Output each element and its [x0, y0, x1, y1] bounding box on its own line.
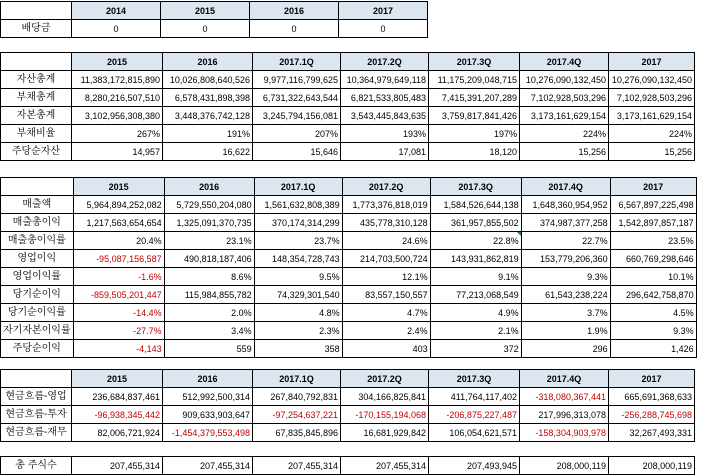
period-header[interactable]: 2017.1Q	[254, 178, 342, 196]
table-row	[1, 388, 695, 406]
balance-table	[0, 52, 695, 161]
cashflow-header-row	[1, 370, 695, 388]
data-cell[interactable]: 7,415,391,207,289	[429, 89, 520, 107]
period-header[interactable]: 2017.4Q	[520, 53, 609, 71]
dividend-year[interactable]: 2017	[339, 2, 428, 20]
data-cell[interactable]: 4.7%	[342, 304, 430, 322]
data-cell[interactable]: 82,006,721,924	[72, 424, 163, 442]
data-cell[interactable]: 7,102,928,503,296	[609, 89, 695, 107]
data-cell[interactable]: 1,542,897,857,187	[610, 214, 696, 232]
table-row	[1, 322, 697, 340]
data-cell[interactable]: 7,102,928,503,296	[520, 89, 609, 107]
data-cell[interactable]: 0	[72, 20, 161, 38]
data-cell[interactable]: -158,304,903,978	[520, 424, 609, 442]
data-cell[interactable]: -206,875,227,487	[429, 406, 520, 424]
data-cell[interactable]: -4,143	[73, 340, 164, 358]
data-cell[interactable]: -318,080,367,441	[520, 388, 609, 406]
data-cell[interactable]: 2.0%	[164, 304, 254, 322]
data-cell[interactable]: 435,778,310,128	[342, 214, 430, 232]
row-label[interactable]: 주당순이익	[1, 340, 74, 358]
data-cell[interactable]: 207,455,314	[253, 457, 341, 475]
data-cell[interactable]: 22.7%	[521, 232, 610, 250]
data-cell[interactable]: 24.6%	[342, 232, 430, 250]
data-cell[interactable]: 660,769,298,646	[610, 250, 696, 268]
data-cell[interactable]: 1,773,376,818,019	[342, 196, 430, 214]
data-cell[interactable]: 32,267,493,331	[609, 424, 695, 442]
row-label[interactable]: 주당순자산	[1, 143, 72, 161]
table-row	[1, 125, 695, 143]
corner-cell[interactable]	[1, 178, 74, 196]
data-cell[interactable]: 8,280,216,507,510	[72, 89, 163, 107]
table-row	[1, 268, 697, 286]
row-label[interactable]: 부채비율	[1, 125, 72, 143]
data-cell[interactable]: 16,681,929,842	[341, 424, 429, 442]
data-cell[interactable]: 22.8%	[430, 232, 521, 250]
period-header[interactable]: 2017.3Q	[430, 178, 521, 196]
row-label[interactable]: 자본총계	[1, 107, 72, 125]
data-cell[interactable]: 490,818,187,406	[164, 250, 254, 268]
row-label[interactable]: 자산총계	[1, 71, 72, 89]
data-cell[interactable]: 909,633,903,647	[163, 406, 253, 424]
data-cell[interactable]: 15,646	[253, 143, 341, 161]
row-label[interactable]: 매출액	[1, 196, 74, 214]
data-cell[interactable]: 3.7%	[521, 304, 610, 322]
data-cell[interactable]: 207,455,314	[72, 457, 163, 475]
table-row	[1, 340, 697, 358]
data-cell[interactable]: 3,173,161,629,154	[520, 107, 609, 125]
data-cell[interactable]: 193%	[341, 125, 429, 143]
period-header[interactable]: 2017	[610, 178, 696, 196]
data-cell[interactable]: 74,329,301,540	[254, 286, 342, 304]
period-header[interactable]: 2015	[72, 370, 163, 388]
period-header[interactable]: 2016	[164, 178, 254, 196]
table-row	[1, 214, 697, 232]
data-cell[interactable]: -1,454,379,553,498	[163, 424, 253, 442]
period-header[interactable]: 2015	[73, 178, 164, 196]
data-cell[interactable]: 9.5%	[254, 268, 342, 286]
dividend-row	[1, 20, 428, 38]
data-cell[interactable]: 267,840,792,831	[253, 388, 341, 406]
data-cell[interactable]: 10,364,979,649,118	[341, 71, 429, 89]
period-header[interactable]: 2017.1Q	[253, 370, 341, 388]
data-cell[interactable]: 403	[342, 340, 430, 358]
data-cell[interactable]: 374,987,377,258	[521, 214, 610, 232]
row-label[interactable]: 당기순이익	[1, 286, 74, 304]
table-row	[1, 406, 695, 424]
data-cell[interactable]: 10,276,090,132,450	[520, 71, 609, 89]
data-cell[interactable]: 9.3%	[521, 268, 610, 286]
table-row	[1, 250, 697, 268]
balance-header-row	[1, 53, 695, 71]
data-cell[interactable]: 0	[339, 20, 428, 38]
table-row	[1, 107, 695, 125]
table-row	[1, 196, 697, 214]
data-cell[interactable]: 18,120	[429, 143, 520, 161]
table-row	[1, 143, 695, 161]
data-cell[interactable]: -96,938,345,442	[72, 406, 163, 424]
table-row	[1, 89, 695, 107]
data-cell[interactable]: 207,455,314	[163, 457, 253, 475]
row-label[interactable]: 당기순이익률	[1, 304, 74, 322]
data-cell[interactable]: 1,584,526,644,138	[430, 196, 521, 214]
period-header[interactable]: 2017	[609, 53, 695, 71]
row-label[interactable]: 배당금	[1, 20, 72, 38]
data-cell[interactable]: 1,561,632,808,389	[254, 196, 342, 214]
period-header[interactable]: 2017.2Q	[341, 53, 429, 71]
data-cell[interactable]: -859,505,201,447	[73, 286, 164, 304]
data-cell[interactable]: 11,175,209,048,715	[429, 71, 520, 89]
corner-cell[interactable]	[1, 53, 72, 71]
period-header[interactable]: 2015	[72, 53, 163, 71]
table-row	[1, 286, 697, 304]
data-cell[interactable]: 361,957,855,502	[430, 214, 521, 232]
data-cell[interactable]: 17,081	[341, 143, 429, 161]
data-cell[interactable]: -95,087,156,587	[73, 250, 164, 268]
period-header[interactable]: 2017.3Q	[429, 370, 520, 388]
data-cell[interactable]: 15,256	[520, 143, 609, 161]
data-cell[interactable]: 1,426	[610, 340, 696, 358]
data-cell[interactable]: 9.1%	[430, 268, 521, 286]
data-cell[interactable]: 559	[164, 340, 254, 358]
period-header[interactable]: 2017	[609, 370, 695, 388]
dividend-year[interactable]: 2015	[161, 2, 250, 20]
table-row	[1, 71, 695, 89]
data-cell[interactable]: -27.7%	[73, 322, 164, 340]
data-cell[interactable]: 10,026,808,640,526	[163, 71, 253, 89]
shares-table	[0, 456, 695, 475]
period-header[interactable]: 2017.1Q	[253, 53, 341, 71]
data-cell[interactable]: 5,964,894,252,082	[73, 196, 164, 214]
income-table	[0, 177, 697, 358]
row-label[interactable]: 영업이익률	[1, 268, 74, 286]
data-cell[interactable]: 370,174,314,299	[254, 214, 342, 232]
data-cell[interactable]: 3,448,376,742,128	[163, 107, 253, 125]
row-label[interactable]: 총 주식수	[1, 457, 72, 475]
row-label[interactable]: 매출총이익률	[1, 232, 74, 250]
dividend-table	[0, 1, 428, 38]
data-cell[interactable]: 3,759,817,841,426	[429, 107, 520, 125]
data-cell[interactable]: 23.5%	[610, 232, 696, 250]
data-cell[interactable]: 236,684,837,461	[72, 388, 163, 406]
data-cell[interactable]: 10,276,090,132,450	[609, 71, 695, 89]
data-cell[interactable]: 372	[430, 340, 521, 358]
row-label[interactable]: 자기자본이익률	[1, 322, 74, 340]
data-cell[interactable]: 208,000,119	[609, 457, 695, 475]
period-header[interactable]: 2017.2Q	[342, 178, 430, 196]
data-cell[interactable]: 61,543,238,224	[521, 286, 610, 304]
row-label[interactable]: 현금흐름-영업	[1, 388, 72, 406]
period-header[interactable]: 2017.4Q	[521, 178, 610, 196]
data-cell[interactable]: 4.5%	[610, 304, 696, 322]
data-cell[interactable]: 20.4%	[73, 232, 164, 250]
row-label[interactable]: 현금흐름-투자	[1, 406, 72, 424]
data-cell[interactable]: 512,992,500,314	[163, 388, 253, 406]
corner-cell[interactable]	[1, 2, 72, 20]
data-cell[interactable]: 15,256	[609, 143, 695, 161]
data-cell[interactable]: 148,354,728,743	[254, 250, 342, 268]
data-cell[interactable]: 296	[521, 340, 610, 358]
data-cell[interactable]: 3,102,956,308,380	[72, 107, 163, 125]
period-header[interactable]: 2016	[163, 53, 253, 71]
dividend-year[interactable]: 2014	[72, 2, 161, 20]
data-cell[interactable]: 2.1%	[430, 322, 521, 340]
data-cell[interactable]: 3.4%	[164, 322, 254, 340]
data-cell[interactable]: 224%	[520, 125, 609, 143]
data-cell[interactable]: 5,729,550,204,080	[164, 196, 254, 214]
data-cell[interactable]: 1,648,360,954,952	[521, 196, 610, 214]
data-cell[interactable]: 6,578,431,898,398	[163, 89, 253, 107]
data-cell[interactable]: 8.6%	[164, 268, 254, 286]
data-cell[interactable]: 214,703,500,724	[342, 250, 430, 268]
data-cell[interactable]: 0	[161, 20, 250, 38]
income-header-row	[1, 178, 697, 196]
data-cell[interactable]: 143,931,862,819	[430, 250, 521, 268]
row-label[interactable]: 부채총계	[1, 89, 72, 107]
corner-cell[interactable]	[1, 370, 72, 388]
income-rows	[1, 196, 697, 358]
data-cell[interactable]: 191%	[163, 125, 253, 143]
data-cell[interactable]: 0	[250, 20, 339, 38]
cashflow-rows	[1, 388, 695, 442]
data-cell[interactable]: 197%	[429, 125, 520, 143]
data-cell[interactable]: 6,731,322,643,544	[253, 89, 341, 107]
data-cell[interactable]: 1,325,091,370,735	[164, 214, 254, 232]
table-row	[1, 232, 697, 250]
data-cell[interactable]: 14,957	[72, 143, 163, 161]
data-cell[interactable]: 23.7%	[254, 232, 342, 250]
data-cell[interactable]: 1,217,563,654,654	[73, 214, 164, 232]
shares-row	[1, 457, 695, 475]
dividend-year[interactable]: 2016	[250, 2, 339, 20]
data-cell[interactable]: 267%	[72, 125, 163, 143]
data-cell[interactable]: 217,996,313,078	[520, 406, 609, 424]
data-cell[interactable]: -256,288,745,698	[609, 406, 695, 424]
data-cell[interactable]: 11,383,172,815,890	[72, 71, 163, 89]
data-cell[interactable]: 411,764,117,402	[429, 388, 520, 406]
data-cell[interactable]: 296,642,758,870	[610, 286, 696, 304]
data-cell[interactable]: 207,455,314	[341, 457, 429, 475]
data-cell[interactable]: 358	[254, 340, 342, 358]
data-cell[interactable]: 10.1%	[610, 268, 696, 286]
data-cell[interactable]: -97,254,637,221	[253, 406, 341, 424]
data-cell[interactable]: 207%	[253, 125, 341, 143]
data-cell[interactable]: 83,557,150,557	[342, 286, 430, 304]
data-cell[interactable]: 9.3%	[610, 322, 696, 340]
data-cell[interactable]: 208,000,119	[520, 457, 609, 475]
data-cell[interactable]: 106,054,621,571	[429, 424, 520, 442]
data-cell[interactable]: 224%	[609, 125, 695, 143]
data-cell[interactable]: 12.1%	[342, 268, 430, 286]
data-cell[interactable]: 3,543,445,843,635	[341, 107, 429, 125]
data-cell[interactable]: 6,567,897,225,498	[610, 196, 696, 214]
data-cell[interactable]: 665,691,368,633	[609, 388, 695, 406]
data-cell[interactable]: 6,821,533,805,483	[341, 89, 429, 107]
data-cell[interactable]: 3,245,794,156,081	[253, 107, 341, 125]
row-label[interactable]: 영업이익	[1, 250, 74, 268]
data-cell[interactable]: -1.6%	[73, 268, 164, 286]
data-cell[interactable]: -14.4%	[73, 304, 164, 322]
data-cell[interactable]: 16,622	[163, 143, 253, 161]
data-cell[interactable]: 9,977,116,799,625	[253, 71, 341, 89]
data-cell[interactable]: 153,779,206,360	[521, 250, 610, 268]
period-header[interactable]: 2017.2Q	[341, 370, 429, 388]
row-label[interactable]: 현금흐름-재무	[1, 424, 72, 442]
period-header[interactable]: 2016	[163, 370, 253, 388]
data-cell[interactable]: 2.4%	[342, 322, 430, 340]
data-cell[interactable]: 207,493,945	[429, 457, 520, 475]
balance-rows	[1, 71, 695, 161]
data-cell[interactable]: 304,166,825,841	[341, 388, 429, 406]
data-cell[interactable]: 3,173,161,629,154	[609, 107, 695, 125]
period-header[interactable]: 2017.4Q	[520, 370, 609, 388]
table-row	[1, 304, 697, 322]
table-row	[1, 424, 695, 442]
data-cell[interactable]: -170,155,194,068	[341, 406, 429, 424]
data-cell[interactable]: 67,835,845,896	[253, 424, 341, 442]
period-header[interactable]: 2017.3Q	[429, 53, 520, 71]
data-cell[interactable]: 2.3%	[254, 322, 342, 340]
data-cell[interactable]: 4.9%	[430, 304, 521, 322]
data-cell[interactable]: 23.1%	[164, 232, 254, 250]
data-cell[interactable]: 4.8%	[254, 304, 342, 322]
data-cell[interactable]: 115,984,855,782	[164, 286, 254, 304]
cashflow-table	[0, 369, 695, 442]
data-cell[interactable]: 1.9%	[521, 322, 610, 340]
data-cell[interactable]: 77,213,068,549	[430, 286, 521, 304]
row-label[interactable]: 매출총이익	[1, 214, 74, 232]
dividend-header-row	[1, 2, 428, 20]
